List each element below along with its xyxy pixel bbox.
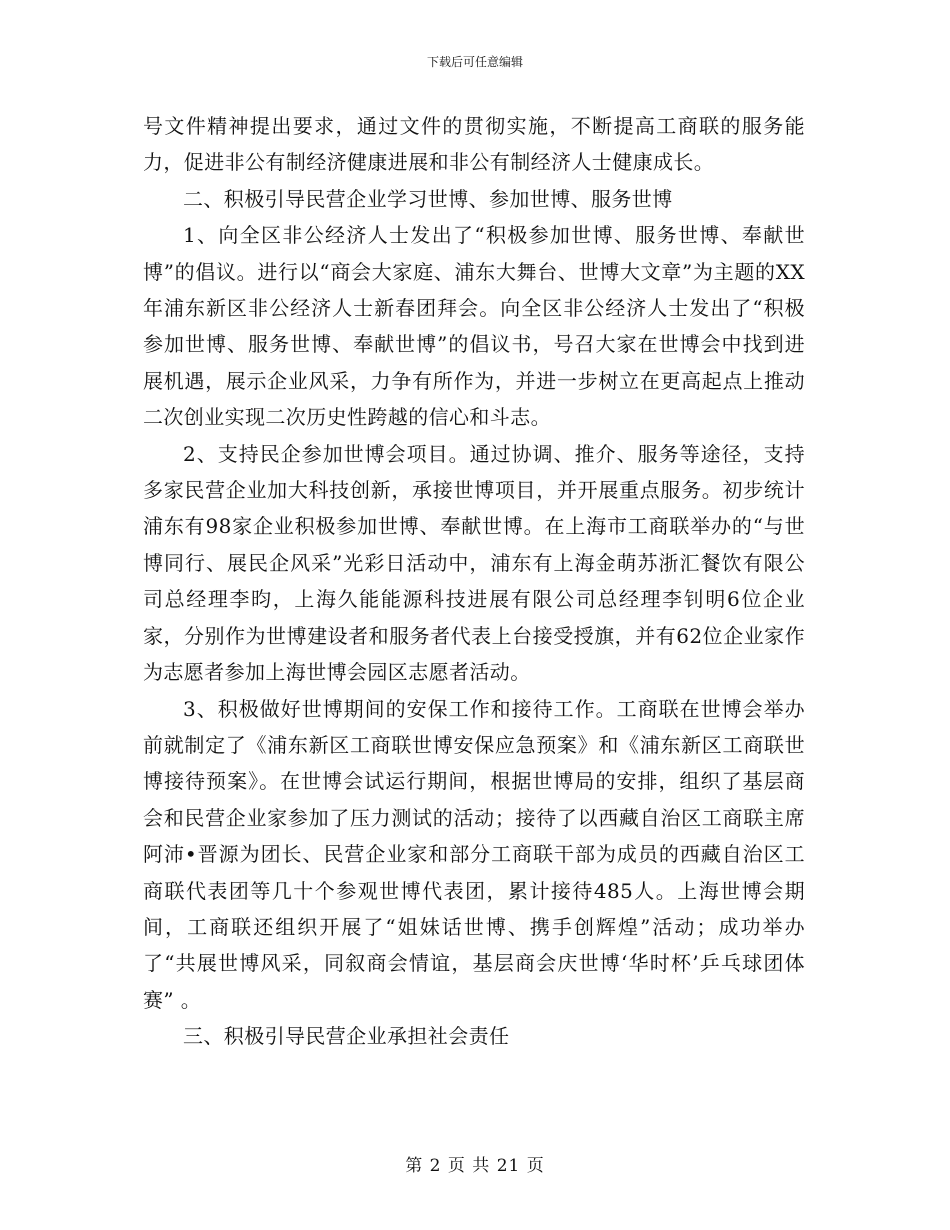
- paragraph-continuation: 号文件精神提出要求，通过文件的贯彻实施，不断提高工商联的服务能力，促进非公有制经济健康进展和非公有制经济人士健康成长。: [143, 114, 805, 175]
- paragraph-item-3: 3、积极做好世博期间的安保工作和接待工作。工商联在世博会举办前就制定了《浦东新区工商联世博安保应急预案》和《浦东新区工商联世博接待预案》。在世博会试运行期间，根据世博局的安排，组织了基层商会和民营企业家参加了压力测试的活动；接待了以西藏自治区工商联主席阿沛•晋源为团长、民营企业家和部分工商联干部为成员的西藏自治区工商联代表团等几十个参观世博代表团，累计接待485人。上海世博会期间，工商联还组织开展了“姐妹话世博、携手创辉煌”活动；成功举办了“共展世博风采，同叙商会情谊，基层商会庆世博‘华时杯’乒乓球团体赛” 。: [143, 696, 805, 1012]
- section-heading-2: 二、积极引导民营企业学习世博、参加世博、服务世博: [183, 186, 673, 211]
- paragraph-item-2: 2、支持民企参加世博会项目。通过协调、推介、服务等途径，支持多家民营企业加大科技创新，承接世博项目，并开展重点服务。初步统计浦东有98家企业积极参加世博、奉献世博。在上海市工商联举办的“与世博同行、展民企风采”光彩日活动中，浦东有上海金萌苏浙汇餐饮有限公司总经理李昀，上海久能能源科技进展有限公司总经理李钊明6位企业家，分别作为世博建设者和服务者代表上台接受授旗，并有62位企业家作为志愿者参加上海世博会园区志愿者活动。: [143, 441, 805, 685]
- document-body: [143, 108, 805, 1055]
- page-number-footer: 第 2 页 共 21 页: [405, 1156, 545, 1176]
- paragraph-item-1: 1、向全区非公经济人士发出了“积极参加世博、服务世博、奉献世博”的倡议。进行以“商会大家庭、浦东大舞台、世博大文章”为主题的XX年浦东新区非公经济人士新春团拜会。向全区非公经济人士发出了“积极参加世博、服务世博、奉献世博”的倡议书，号召大家在世博会中找到进展机遇，展示企业风采，力争有所作为，并进一步树立在更高起点上推动二次创业实现二次历史性跨越的信心和斗志。: [143, 223, 805, 430]
- page-header: 下载后可任意编辑: [426, 55, 523, 69]
- section-heading-3: 三、积极引导民营企业承担社会责任: [183, 1024, 510, 1049]
